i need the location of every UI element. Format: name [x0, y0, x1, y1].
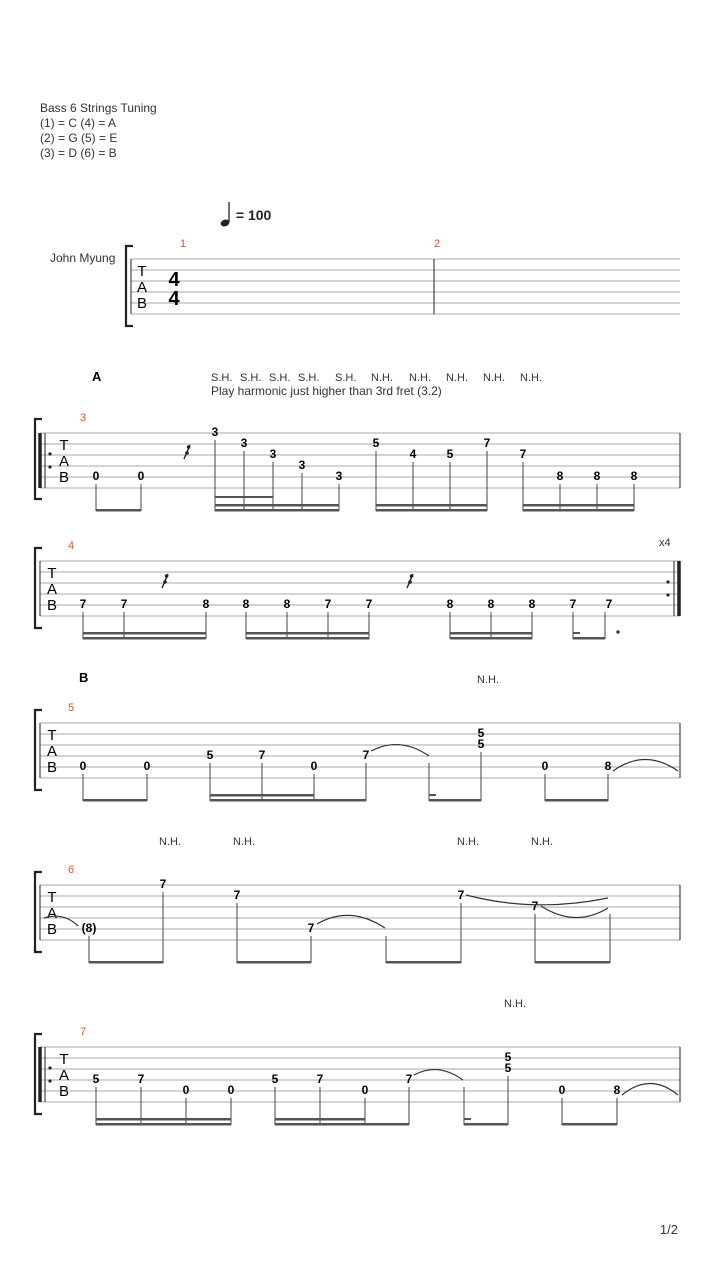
svg-text:0: 0 [361, 1083, 369, 1097]
measure-number: 1 [180, 238, 187, 250]
note-stems [96, 1076, 617, 1125]
svg-text:B: B [46, 759, 58, 776]
sixteenth-rest-icon [407, 574, 413, 588]
fret-numbers [80, 726, 612, 773]
svg-text:B: B [58, 469, 70, 486]
staff-lines [40, 561, 680, 616]
staff-lines [40, 723, 680, 778]
svg-text:T: T [47, 565, 57, 582]
svg-text:8: 8 [604, 759, 612, 773]
section-marker-a: A [92, 369, 102, 384]
svg-text:7: 7 [569, 597, 577, 611]
svg-text:0: 0 [182, 1083, 190, 1097]
svg-text:8: 8 [613, 1083, 621, 1097]
system-5 [35, 836, 680, 964]
svg-text:B: B [58, 1083, 70, 1100]
svg-text:8: 8 [630, 469, 638, 483]
svg-text:8: 8 [593, 469, 601, 483]
svg-text:5: 5 [504, 1061, 512, 1075]
svg-text:A: A [46, 905, 58, 922]
ties [44, 895, 608, 928]
svg-text:7: 7 [605, 597, 613, 611]
svg-text:7: 7 [483, 436, 491, 450]
svg-text:N.H.: N.H. [457, 836, 479, 848]
harmonic-instruction: Play harmonic just higher than 3rd fret (3.2) [211, 384, 442, 398]
svg-text:N.H.: N.H. [483, 372, 505, 384]
svg-text:N.H.: N.H. [409, 372, 431, 384]
tuning-line: (1) = C (4) = A [40, 116, 117, 130]
svg-text:(8): (8) [81, 921, 97, 935]
system-4 [35, 670, 680, 802]
staff-lines [131, 259, 680, 314]
svg-text:5: 5 [271, 1072, 279, 1086]
svg-text:N.H.: N.H. [233, 836, 255, 848]
staff-lines [40, 885, 680, 940]
svg-text:5: 5 [504, 1050, 512, 1064]
fret-numbers [82, 877, 539, 935]
fret-numbers [80, 597, 613, 611]
svg-text:7: 7 [159, 877, 167, 891]
svg-text:5: 5 [477, 726, 485, 740]
tempo-value: = 100 [235, 207, 272, 223]
tab-clef-a: A [136, 279, 148, 296]
svg-text:S.H.: S.H. [298, 372, 320, 384]
measure-number: 3 [80, 412, 87, 424]
svg-text:5: 5 [446, 447, 454, 461]
svg-text:N.H.: N.H. [531, 836, 553, 848]
svg-text:0: 0 [143, 759, 151, 773]
tab-clef-b: B [136, 295, 148, 312]
svg-text:8: 8 [242, 597, 250, 611]
measure-number: 7 [80, 1026, 87, 1038]
system-1 [50, 238, 680, 326]
svg-text:7: 7 [137, 1072, 145, 1086]
svg-text:8: 8 [556, 469, 564, 483]
svg-text:5: 5 [92, 1072, 100, 1086]
svg-text:3: 3 [298, 458, 306, 472]
svg-text:S.H.: S.H. [335, 372, 357, 384]
svg-text:3: 3 [211, 425, 219, 439]
svg-text:8: 8 [202, 597, 210, 611]
svg-text:N.H.: N.H. [520, 372, 542, 384]
svg-text:7: 7 [233, 888, 241, 902]
svg-text:7: 7 [324, 597, 332, 611]
svg-text:B: B [46, 597, 58, 614]
svg-text:7: 7 [531, 899, 539, 913]
svg-text:T: T [47, 727, 57, 744]
svg-text:S.H.: S.H. [211, 372, 233, 384]
svg-text:N.H.: N.H. [446, 372, 468, 384]
page-number: 1/2 [659, 1222, 678, 1237]
system-6 [35, 998, 680, 1126]
harmonic-labels [159, 836, 553, 848]
svg-text:T: T [47, 889, 57, 906]
repeat-count: x4 [659, 537, 671, 549]
measure-number: 4 [68, 540, 75, 552]
svg-text:0: 0 [137, 469, 145, 483]
svg-text:0: 0 [227, 1083, 235, 1097]
system-2 [35, 369, 680, 512]
svg-text:4: 4 [409, 447, 417, 461]
svg-text:7: 7 [120, 597, 128, 611]
system-3 [35, 537, 680, 640]
beams [89, 961, 610, 964]
beams [83, 632, 605, 640]
instrument-name: John Myung [50, 251, 116, 265]
svg-text:8: 8 [446, 597, 454, 611]
svg-text:B: B [46, 921, 58, 938]
beams [83, 794, 608, 802]
svg-text:5: 5 [372, 436, 380, 450]
harmonic-labels [211, 372, 542, 384]
measure-number: 6 [68, 864, 75, 876]
tuning-line: (2) = G (5) = E [40, 131, 118, 145]
svg-text:7: 7 [79, 597, 87, 611]
harmonic-label: N.H. [504, 998, 526, 1010]
staff-lines [40, 433, 680, 488]
svg-text:5: 5 [477, 737, 485, 751]
svg-text:3: 3 [240, 436, 248, 450]
dot [616, 630, 619, 633]
svg-text:5: 5 [206, 748, 214, 762]
svg-text:7: 7 [362, 748, 370, 762]
svg-text:7: 7 [519, 447, 527, 461]
staff-lines [40, 1047, 680, 1102]
fret-numbers [93, 425, 638, 483]
svg-text:3: 3 [335, 469, 343, 483]
tuning-title: Bass 6 Strings Tuning [40, 101, 157, 115]
time-signature-top: 4 [168, 269, 180, 291]
fret-numbers [93, 1050, 621, 1097]
svg-text:0: 0 [310, 759, 318, 773]
svg-text:A: A [46, 743, 58, 760]
svg-text:A: A [46, 581, 58, 598]
svg-text:A: A [58, 453, 70, 470]
svg-text:0: 0 [541, 759, 549, 773]
svg-text:A: A [58, 1067, 70, 1084]
measure-number: 5 [68, 702, 75, 714]
svg-text:7: 7 [365, 597, 373, 611]
tuning-line: (3) = D (6) = B [40, 146, 117, 160]
section-marker-b: B [79, 670, 89, 685]
beams [96, 1118, 617, 1126]
sixteenth-rest-icon [184, 445, 190, 459]
svg-text:7: 7 [258, 748, 266, 762]
svg-text:T: T [59, 437, 69, 454]
svg-text:7: 7 [405, 1072, 413, 1086]
svg-text:3: 3 [269, 447, 277, 461]
svg-text:S.H.: S.H. [269, 372, 291, 384]
svg-text:7: 7 [316, 1072, 324, 1086]
svg-text:0: 0 [79, 759, 87, 773]
svg-text:7: 7 [457, 888, 465, 902]
svg-text:N.H.: N.H. [371, 372, 393, 384]
svg-text:S.H.: S.H. [240, 372, 262, 384]
time-signature-bottom: 4 [168, 288, 180, 310]
svg-text:T: T [59, 1051, 69, 1068]
sixteenth-rest-icon [162, 574, 168, 588]
svg-text:7: 7 [307, 921, 315, 935]
note-stems [96, 440, 634, 511]
note-stems [83, 752, 608, 801]
svg-text:N.H.: N.H. [159, 836, 181, 848]
svg-text:8: 8 [528, 597, 536, 611]
measure-number: 2 [434, 238, 441, 250]
svg-text:8: 8 [487, 597, 495, 611]
svg-text:0: 0 [92, 469, 100, 483]
svg-text:0: 0 [558, 1083, 566, 1097]
tab-clef-t: T [137, 263, 147, 280]
svg-text:8: 8 [283, 597, 291, 611]
beams [96, 496, 634, 512]
harmonic-label: N.H. [477, 674, 499, 686]
